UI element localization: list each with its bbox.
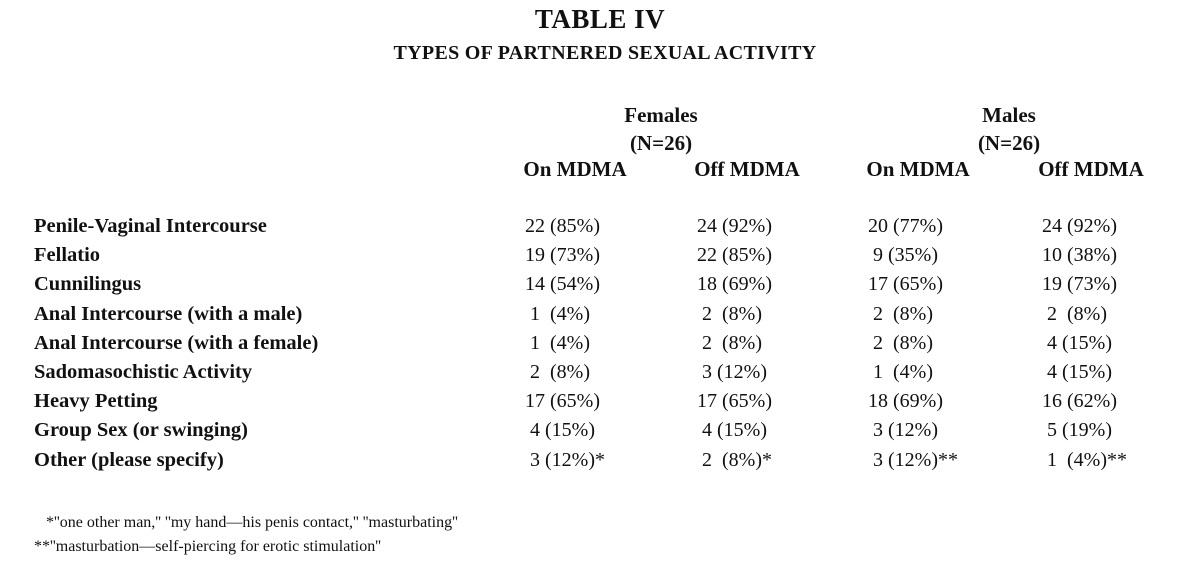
row-label: Fellatio bbox=[34, 244, 101, 267]
table-title: TABLE IV bbox=[534, 4, 666, 34]
table-cell: 19 (73%) bbox=[525, 244, 600, 267]
table-row bbox=[0, 273, 1200, 302]
table-cell: 5 (19%) bbox=[1042, 419, 1112, 442]
table-row bbox=[0, 332, 1200, 361]
footnote-double-asterisk: **''masturbation—self-piercing for erotic stimulation'' bbox=[34, 538, 381, 555]
column-header: On MDMA bbox=[523, 157, 627, 181]
row-label: Anal Intercourse (with a female) bbox=[34, 331, 319, 354]
column-header: Off MDMA bbox=[1038, 157, 1144, 181]
group-header-males bbox=[859, 101, 1159, 157]
row-label: Cunnilingus bbox=[34, 273, 142, 296]
table-cell: 17 (65%) bbox=[697, 390, 772, 413]
table-cell: 2 (8%) bbox=[697, 331, 762, 354]
table-cell: 24 (92%) bbox=[697, 215, 772, 237]
table-cell: 2 (8%) bbox=[697, 302, 762, 325]
table-cell: 1 (4%) bbox=[525, 302, 590, 325]
table-cell: 3 (12%) bbox=[697, 360, 767, 383]
column-header: On MDMA bbox=[866, 157, 970, 181]
footnote-single-asterisk: *''one other man,'' ''my hand—his penis contact,'' ''masturbating'' bbox=[46, 514, 458, 531]
table-cell: 19 (73%) bbox=[1042, 273, 1117, 296]
table-row bbox=[0, 390, 1200, 419]
table-cell: 17 (65%) bbox=[868, 273, 943, 296]
table-cell: 1 (4%) bbox=[525, 331, 590, 354]
table-row bbox=[0, 361, 1200, 390]
table-cell: 17 (65%) bbox=[525, 390, 600, 413]
table-row bbox=[0, 215, 1200, 244]
row-label: Heavy Petting bbox=[34, 390, 158, 413]
table-row bbox=[0, 303, 1200, 332]
table-subtitle: TYPES OF PARTNERED SEXUAL ACTIVITY bbox=[393, 42, 817, 64]
row-label: Group Sex (or swinging) bbox=[34, 419, 248, 442]
table-cell: 4 (15%) bbox=[1042, 331, 1112, 354]
table-cell: 24 (92%) bbox=[1042, 215, 1117, 237]
table-cell: 9 (35%) bbox=[868, 244, 938, 267]
table-cell: 2 (8%)* bbox=[697, 448, 772, 471]
table-cell: 18 (69%) bbox=[697, 273, 772, 296]
table-cell: 22 (85%) bbox=[525, 215, 600, 237]
table-cell: 10 (38%) bbox=[1042, 244, 1117, 267]
table-cell: 3 (12%) bbox=[868, 419, 938, 442]
table-cell: 18 (69%) bbox=[868, 390, 943, 413]
table-cell: 16 (62%) bbox=[1042, 390, 1117, 413]
table-cell: 2 (8%) bbox=[868, 331, 933, 354]
table-cell: 1 (4%) bbox=[868, 360, 933, 383]
row-label: Anal Intercourse (with a male) bbox=[34, 302, 303, 325]
table-cell: 4 (15%) bbox=[525, 419, 595, 442]
group-sample-size: (N=26) bbox=[977, 131, 1041, 155]
table-cell: 1 (4%)** bbox=[1042, 448, 1127, 471]
table-cell: 20 (77%) bbox=[868, 215, 943, 237]
table-body bbox=[0, 215, 1200, 478]
table-cell: 3 (12%)** bbox=[868, 448, 958, 471]
row-label: Sadomasochistic Activity bbox=[34, 360, 253, 383]
row-label: Penile-Vaginal Intercourse bbox=[34, 215, 267, 237]
table-cell: 2 (8%) bbox=[868, 302, 933, 325]
table-row bbox=[0, 419, 1200, 448]
table-cell: 14 (54%) bbox=[525, 273, 600, 296]
table-row bbox=[0, 244, 1200, 273]
table-cell: 4 (15%) bbox=[697, 419, 767, 442]
group-name: Males bbox=[982, 103, 1036, 127]
group-name: Females bbox=[624, 103, 698, 127]
table-cell: 4 (15%) bbox=[1042, 360, 1112, 383]
table-cell: 22 (85%) bbox=[697, 244, 772, 267]
table-row bbox=[0, 449, 1200, 478]
table-cell: 2 (8%) bbox=[525, 360, 590, 383]
table-cell: 2 (8%) bbox=[1042, 302, 1107, 325]
column-header: Off MDMA bbox=[694, 157, 800, 181]
row-label: Other (please specify) bbox=[34, 448, 224, 471]
table-cell: 3 (12%)* bbox=[525, 448, 605, 471]
group-header-females bbox=[511, 101, 811, 157]
group-sample-size: (N=26) bbox=[629, 131, 693, 155]
